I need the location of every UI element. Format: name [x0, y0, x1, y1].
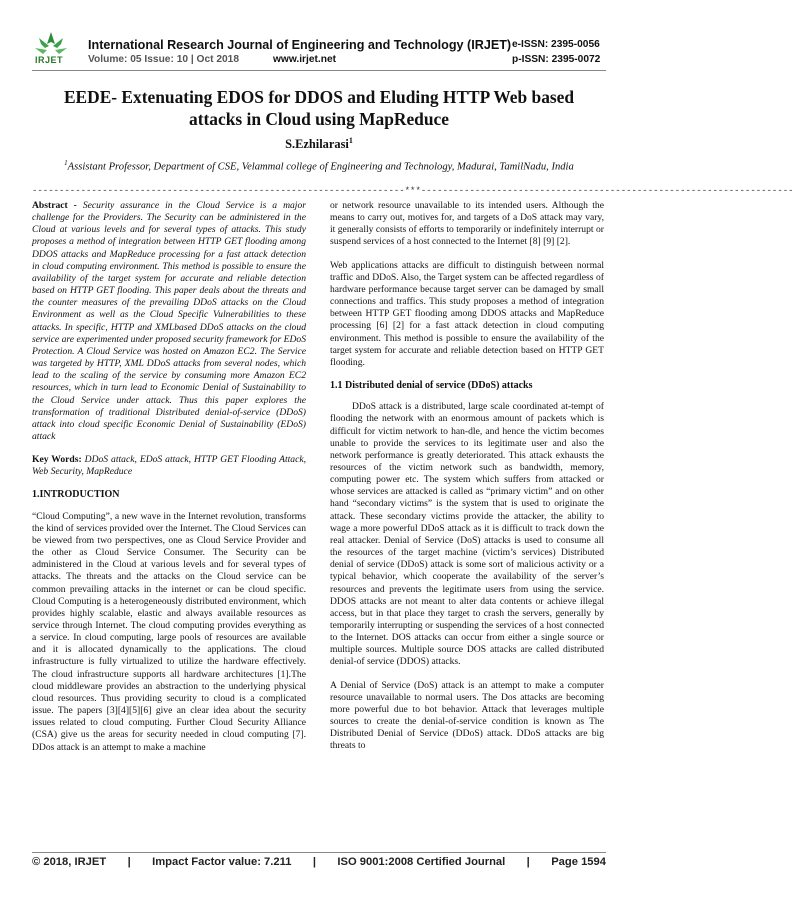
footer-rule [32, 852, 606, 853]
footer-page-number: Page 1594 [551, 856, 606, 868]
header-rule [32, 70, 606, 71]
volume-info: Volume: 05 Issue: 10 | Oct 2018 [88, 54, 240, 65]
logo-text: IRJET [35, 55, 64, 65]
footer-separator: | [526, 856, 530, 868]
section-separator: ---------------------------------------------------------------------***--------------------------------------------------------------------- [32, 186, 794, 196]
intro-paragraph: “Cloud Computing”, a new wave in the Internet revolution, transforms the kind of services provided over the Internet. The Cloud Services can be viewed from two perspectives, one as Cloud Service Provider and the other as Cloud Service Consumer. The Security can be administered in the Cloud at various levels and for several types of attacks. The threats and the attacks on the Cloud service can be common prevailing attacks in the internet or can be cloud specific. Cloud Computing is a heterogeneously distributed environment, which provides highly scalable, elastic and always available resources as service through Internet. The cloud computing provides everything as a service. In cloud computing, large pools of resources are available and it is allocated dynamically to the applications. The cloud infrastructure is fully virtualized to utilize the hardware effectively. The cloud infrastructure supports all hardware architectures [1].The cloud middleware provides an abstraction to the underlying physical cloud resources. Thus providing security to cloud is a complicated issue. The papers [3][4][5][6] give an clear idea about the security issues related to cloud computing. Further Cloud Security Alliance (CSA) give us the areas for security needed in cloud computing [7]. DDos attack is an attempt to make a machine [32, 510, 306, 753]
footer-separator: | [312, 856, 316, 868]
author-affiliation: $^1$Assistant Professor, Department of CSE, Velammal college of Engineering and Technology, Madurai, TamilNadu, India [64, 159, 574, 173]
footer-iso: ISO 9001:2008 Certified Journal [337, 856, 506, 868]
footer-separator: | [127, 856, 131, 868]
pissn: p-ISSN: 2395-0072 [512, 54, 601, 65]
intro-heading: 1.INTRODUCTION [32, 489, 120, 501]
paper-author: S.Ezhilarasi$^1$ [285, 136, 353, 152]
paragraph-denial-of-service: A Denial of Service (DoS) attack is an attempt to make a computer resource unavailable to normal users. The Dos attacks are becoming more powerful due to bot behavior. Attack that leverages multiple sources to create the denial-of-service condition is known as The Distributed Denial of Service (DDoS) attack. DDoS attacks are big threats to [330, 679, 604, 752]
left-column [32, 200, 306, 765]
eissn: e-ISSN: 2395-0056 [512, 39, 600, 50]
ddos-heading: 1.1 Distributed denial of service (DDoS) attacks [330, 380, 533, 392]
page-header [0, 0, 638, 72]
footer-copyright: © 2018, IRJET [32, 856, 107, 868]
keywords: Key Words: DDoS attack, EDoS attack, HTTP GET Flooding Attack, Web Security, MapReduce [32, 454, 306, 478]
paragraph-ddos: DDoS attack is a distributed, large scale coordinated at-tempt of flooding the network with an enormous amount of packets which is difficult for victim network to han-dle, and hence the victim becomes unable to provide the services to its legitimate user and also the network performance is greatly deteriorated. This attack exhausts the resources of the victim network such as bandwidth, memory, computing power etc. The system which suffers from attacked or whose services are attacked is called as “primary victim” and on other hand “secondary victims” is the system that is used to originate the attack. These secondary victims provide the attacker, the ability to wage a more powerful DDoS attack as it is difficult to track down the real attacker. Denial of Service (DoS) attacks is used to consume all the resources of the target machine (victim’s services) Distributed denial of service (DDoS) attack is some sort of malicious activity or a typical behavior, which cooperate the availability of the server’s resources and prevents the legitimate users from using the service. DDOS attacks are not meant to alter data contents or achieve illegal access, but in that place they target to crash the servers, generally by temporarily interrupting or suspending the services of a host connected to the Internet. DOS attacks can occur from either a single source or multiple sources. Multiple source DOS attacks are called distributed denial-of service (DDOS) attacks. [330, 401, 604, 668]
footer-impact-factor: Impact Factor value: 7.211 [152, 856, 292, 868]
paragraph-dos: or network resource unavailable to its intended users. Although the means to carry out, motives for, and targets of a DoS attack may vary, it generally consists of efforts to temporarily or indefinitely interrupt or suspend services of a host connected to the Internet [8] [9] [2]. [330, 200, 604, 248]
abstract: Abstract - Security assurance in the Cloud Service is a major challenge for the Providers. The Security can be administered in the Cloud at various levels and for several types of attacks. This study proposes a method of integration between HTTP GET flooding among DDOS attacks and MapReduce processing for a fast attack detection in cloud computing environment. This method is possible to ensure the availability of the target system for accurate and reliable detection based on HTTP GET flooding. This paper deals about the threats and the counter measures of the prevailing DDoS attacks on the Cloud Environment as well as the Cloud Specific Vulnerabilities to these attacks. In specific, HTTP and XMLbased DDoS attacks on the cloud service are experimented under proposed security framework for EDoS Protection. A Cloud Service was hosted on Amazon EC2. The Service was targeted by HTTP, XML DDoS attacks from several nodes, which lead to the scaling of the service by consuming more Amazon EC2 resources, which in turn lead to Economic Denial of Sustainability to the Cloud Service under attack. Thus this paper explores the transformation of traditional Distributed denial-of-service (DDoS) attack into cloud specific Economic Denial of Sustainability (EDoS) attack [32, 200, 306, 442]
journal-website: www.irjet.net [273, 54, 337, 65]
journal-title: International Research Journal of Engineering and Technology (IRJET) [88, 38, 512, 52]
page-footer [32, 856, 606, 868]
paper-title: EEDE- Extenuating EDOS for DDOS and Eluding HTTP Web based attacks in Cloud using MapReduce [63, 87, 575, 129]
paragraph-web-attacks: Web applications attacks are difficult to distinguish between normal traffic and DDoS. Also, the Target system can be affected regardless of hardware performance because target server can be damaged by small connections and traffics. This study proposes a method of integration between HTTP GET flooding among DDOS attacks and MapReduce processing [6] [2] for a fast attack detection in cloud computing environment. This method is possible to ensure the availability of the target system for accurate and reliable detection based on HTTP GET flooding. [330, 259, 604, 368]
right-column [330, 200, 604, 764]
